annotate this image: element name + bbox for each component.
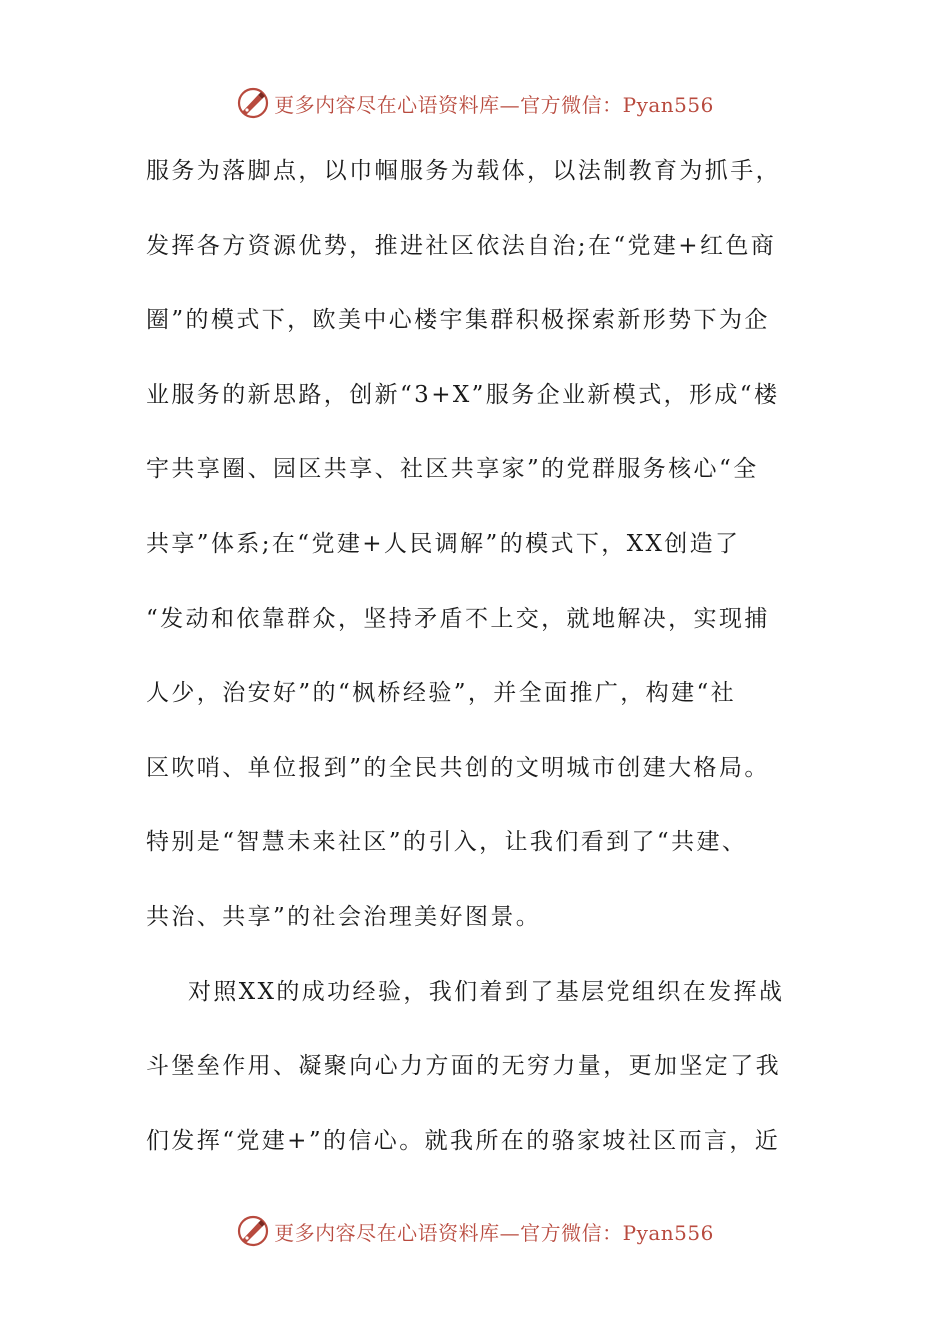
text-line: 圈”的模式下，欧美中心楼宇集群积极探索新形势下为企 [146, 307, 770, 334]
text-line: 们发挥“党建+”的信心。就我所在的骆家坡社区而言，近 [146, 1127, 781, 1154]
header-watermark-text: 更多内容尽在心语资料库—官方微信：Pyan556 [274, 92, 714, 117]
text-line: 特别是“智慧未来社区”的引入，让我们看到了“共建、 [146, 829, 748, 856]
text-line: “发动和依靠群众，坚持矛盾不上交，就地解决，实现捕 [146, 605, 770, 632]
footer-watermark-text: 更多内容尽在心语资料库—官方微信：Pyan556 [274, 1220, 714, 1245]
paragraph-start-line: 对照XX的成功经验，我们着到了基层党组织在发挥战 [188, 978, 785, 1005]
text-line: 斗堡垒作用、凝聚向心力方面的无穷力量，更加坚定了我 [146, 1053, 781, 1080]
text-line: 宇共享圈、园区共享、社区共享家”的党群服务核心“全 [146, 456, 759, 483]
text-line: 共治、共享”的社会治理美好图景。 [146, 903, 542, 930]
text-line: 人少，治安好”的“枫桥经验”，并全面推广，构建“社 [146, 680, 737, 707]
footer-watermark-banner [0, 1211, 950, 1251]
document-body [146, 134, 806, 1178]
pen-nib-logo-icon [236, 1214, 270, 1248]
text-line: 区吹哨、单位报到”的全民共创的文明城市创建大格局。 [146, 754, 770, 781]
text-line: 发挥各方资源优势，推进社区依法自治;在“党建+红色商 [146, 232, 777, 259]
text-line: 共享”体系;在“党建+人民调解”的模式下，XX创造了 [146, 530, 741, 557]
pen-nib-logo-icon [236, 86, 270, 120]
text-line: 服务为落脚点，以巾帼服务为载体，以法制教育为抓手， [146, 158, 781, 184]
header-watermark-banner [0, 83, 950, 123]
text-line: 业服务的新思路，创新“3+X”服务企业新模式，形成“楼 [146, 381, 780, 408]
